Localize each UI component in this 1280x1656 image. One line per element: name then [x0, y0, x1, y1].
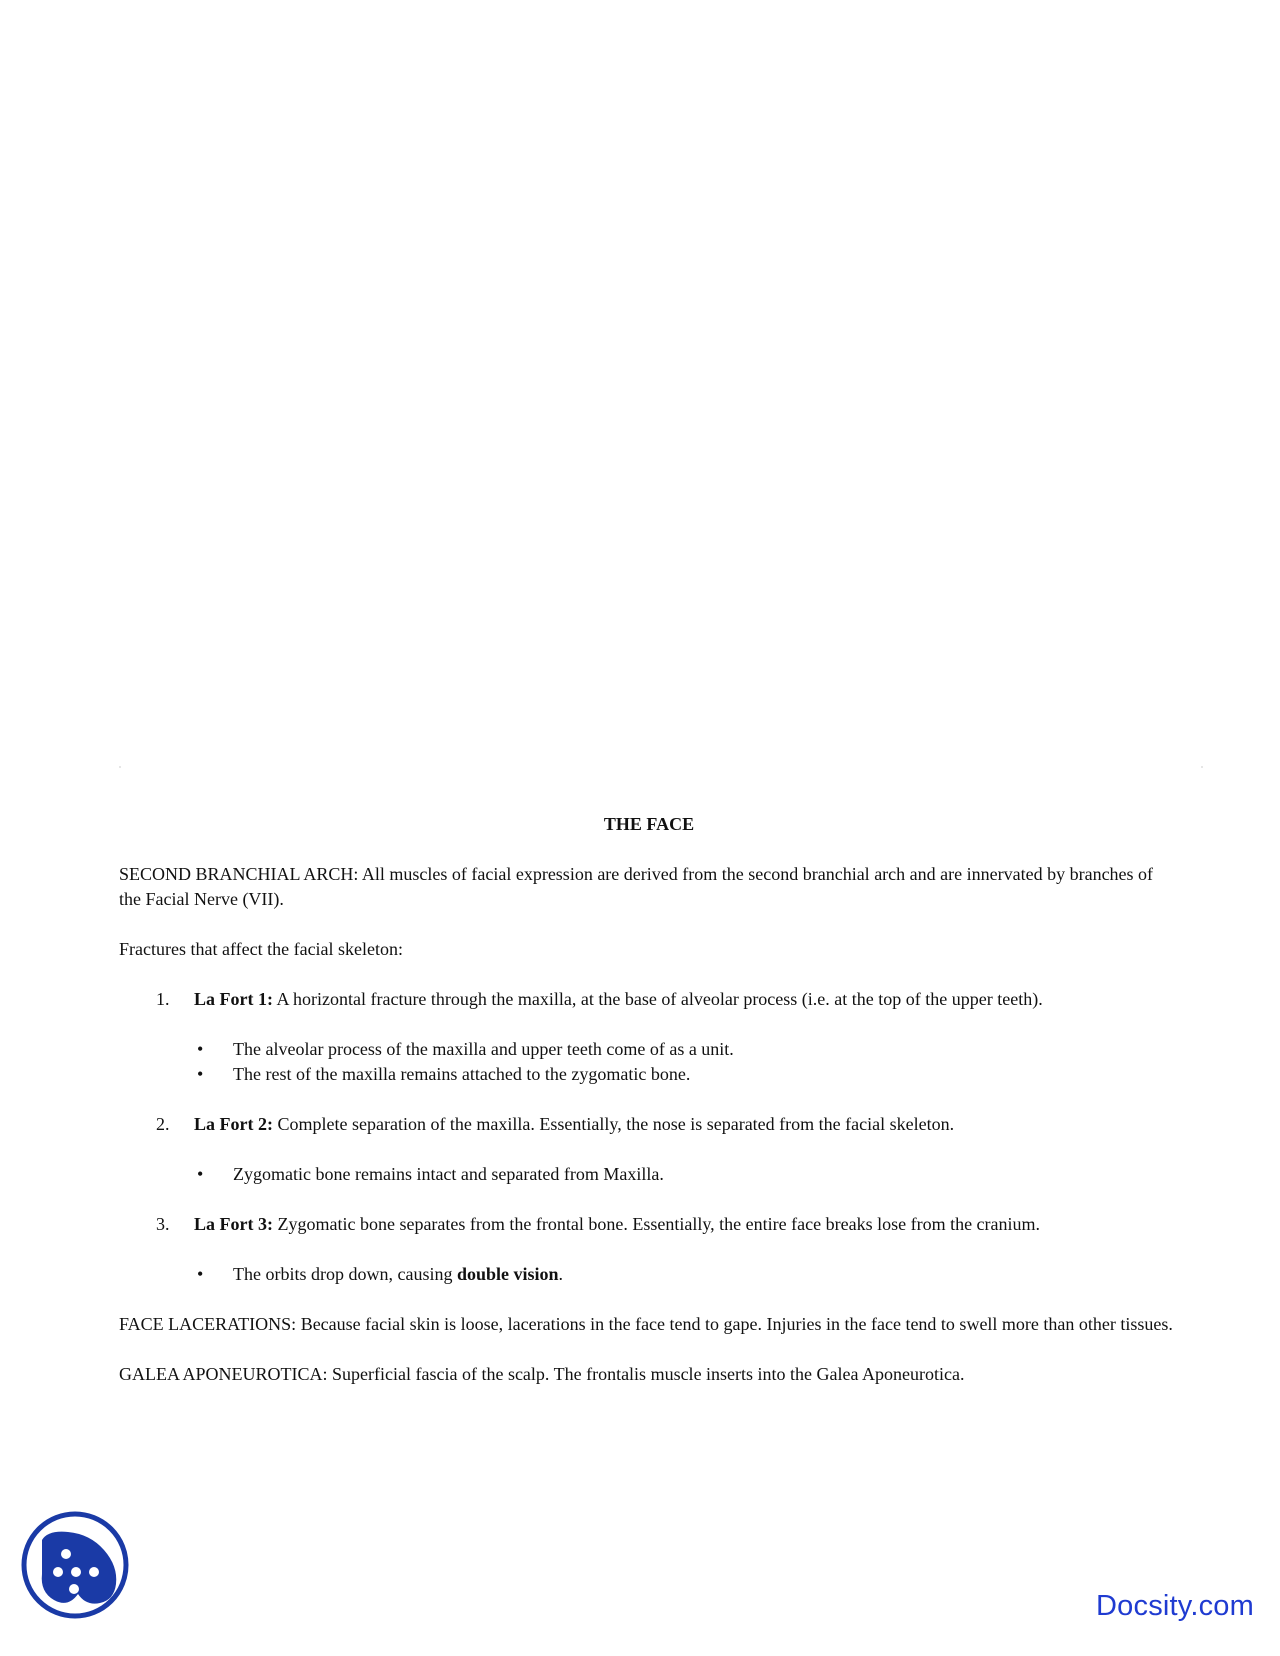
bullet-text: Zygomatic bone remains intact and separated from Maxilla.	[233, 1164, 664, 1184]
bullet-item	[119, 1062, 1179, 1087]
list-text	[194, 1112, 1179, 1137]
galea-paragraph	[119, 1362, 1179, 1387]
intro-text: All muscles of facial expression are derived from the second branchial arch and are innervated by branches of the Facial Nerve (VII).	[119, 864, 1154, 909]
bullet-emphasis: double vision	[456, 1264, 559, 1284]
bullet-icon: •	[197, 1039, 204, 1059]
bullet-item	[119, 1037, 1179, 1062]
bullet-item	[119, 1262, 1179, 1287]
fractures-heading: Fractures that affect the facial skeleton:	[119, 939, 404, 959]
docsity-brand-link[interactable]: Docsity.com	[1096, 1590, 1254, 1622]
list-label: La Fort 3:	[194, 1214, 273, 1234]
lacerations-label: FACE LACERATIONS:	[119, 1314, 297, 1334]
document-body	[119, 812, 1179, 1412]
list-text	[194, 1212, 1179, 1237]
galea-text: Superficial fascia of the scalp. The frontalis muscle inserts into the Galea Aponeurotica.	[327, 1364, 965, 1384]
bullet-list	[119, 1037, 1179, 1087]
bullet-list	[119, 1162, 1179, 1187]
intro-paragraph	[119, 862, 1179, 912]
bullet-icon: •	[197, 1264, 204, 1284]
document-title: THE FACE	[603, 814, 695, 834]
list-item	[119, 987, 1179, 1012]
bullet-icon: •	[197, 1064, 204, 1084]
bullet-text: The rest of the maxilla remains attached to the zygomatic bone.	[233, 1064, 691, 1084]
docsity-logo-graphic	[20, 1510, 130, 1620]
list-description: Zygomatic bone separates from the frontal bone. Essentially, the entire face breaks lose from the cranium.	[272, 1214, 1041, 1234]
list-label: La Fort 1:	[194, 989, 273, 1009]
list-description: A horizontal fracture through the maxilla, at the base of alveolar process (i.e. at the top of the upper teeth).	[272, 989, 1043, 1009]
list-item	[119, 1112, 1179, 1137]
bullet-text-end: .	[558, 1264, 564, 1284]
docsity-logo-icon[interactable]	[20, 1510, 130, 1620]
list-description: Complete separation of the maxilla. Essentially, the nose is separated from the facial skeleton.	[272, 1114, 955, 1134]
list-number: 2.	[156, 1114, 170, 1134]
bullet-text	[233, 1262, 563, 1287]
bullet-text-start: The orbits drop down, causing	[233, 1264, 457, 1284]
intro-label: SECOND BRANCHIAL ARCH:	[119, 864, 359, 884]
bullet-icon: •	[197, 1164, 204, 1184]
page-corner-mark	[119, 766, 121, 768]
bullet-text: The alveolar process of the maxilla and upper teeth come of as a unit.	[233, 1039, 734, 1059]
bullet-item	[119, 1162, 1179, 1187]
list-number: 1.	[156, 989, 170, 1009]
list-label: La Fort 2:	[194, 1114, 273, 1134]
bullet-list	[119, 1262, 1179, 1287]
lacerations-paragraph	[119, 1312, 1179, 1337]
page-corner-mark	[1201, 766, 1203, 768]
list-text	[194, 987, 1179, 1012]
lacerations-text: Because facial skin is loose, lacerations in the face tend to gape. Injuries in the face tend to swell more than other tissues.	[296, 1314, 1173, 1334]
list-number: 3.	[156, 1214, 170, 1234]
galea-label: GALEA APONEUROTICA:	[119, 1364, 328, 1384]
list-item	[119, 1212, 1179, 1237]
